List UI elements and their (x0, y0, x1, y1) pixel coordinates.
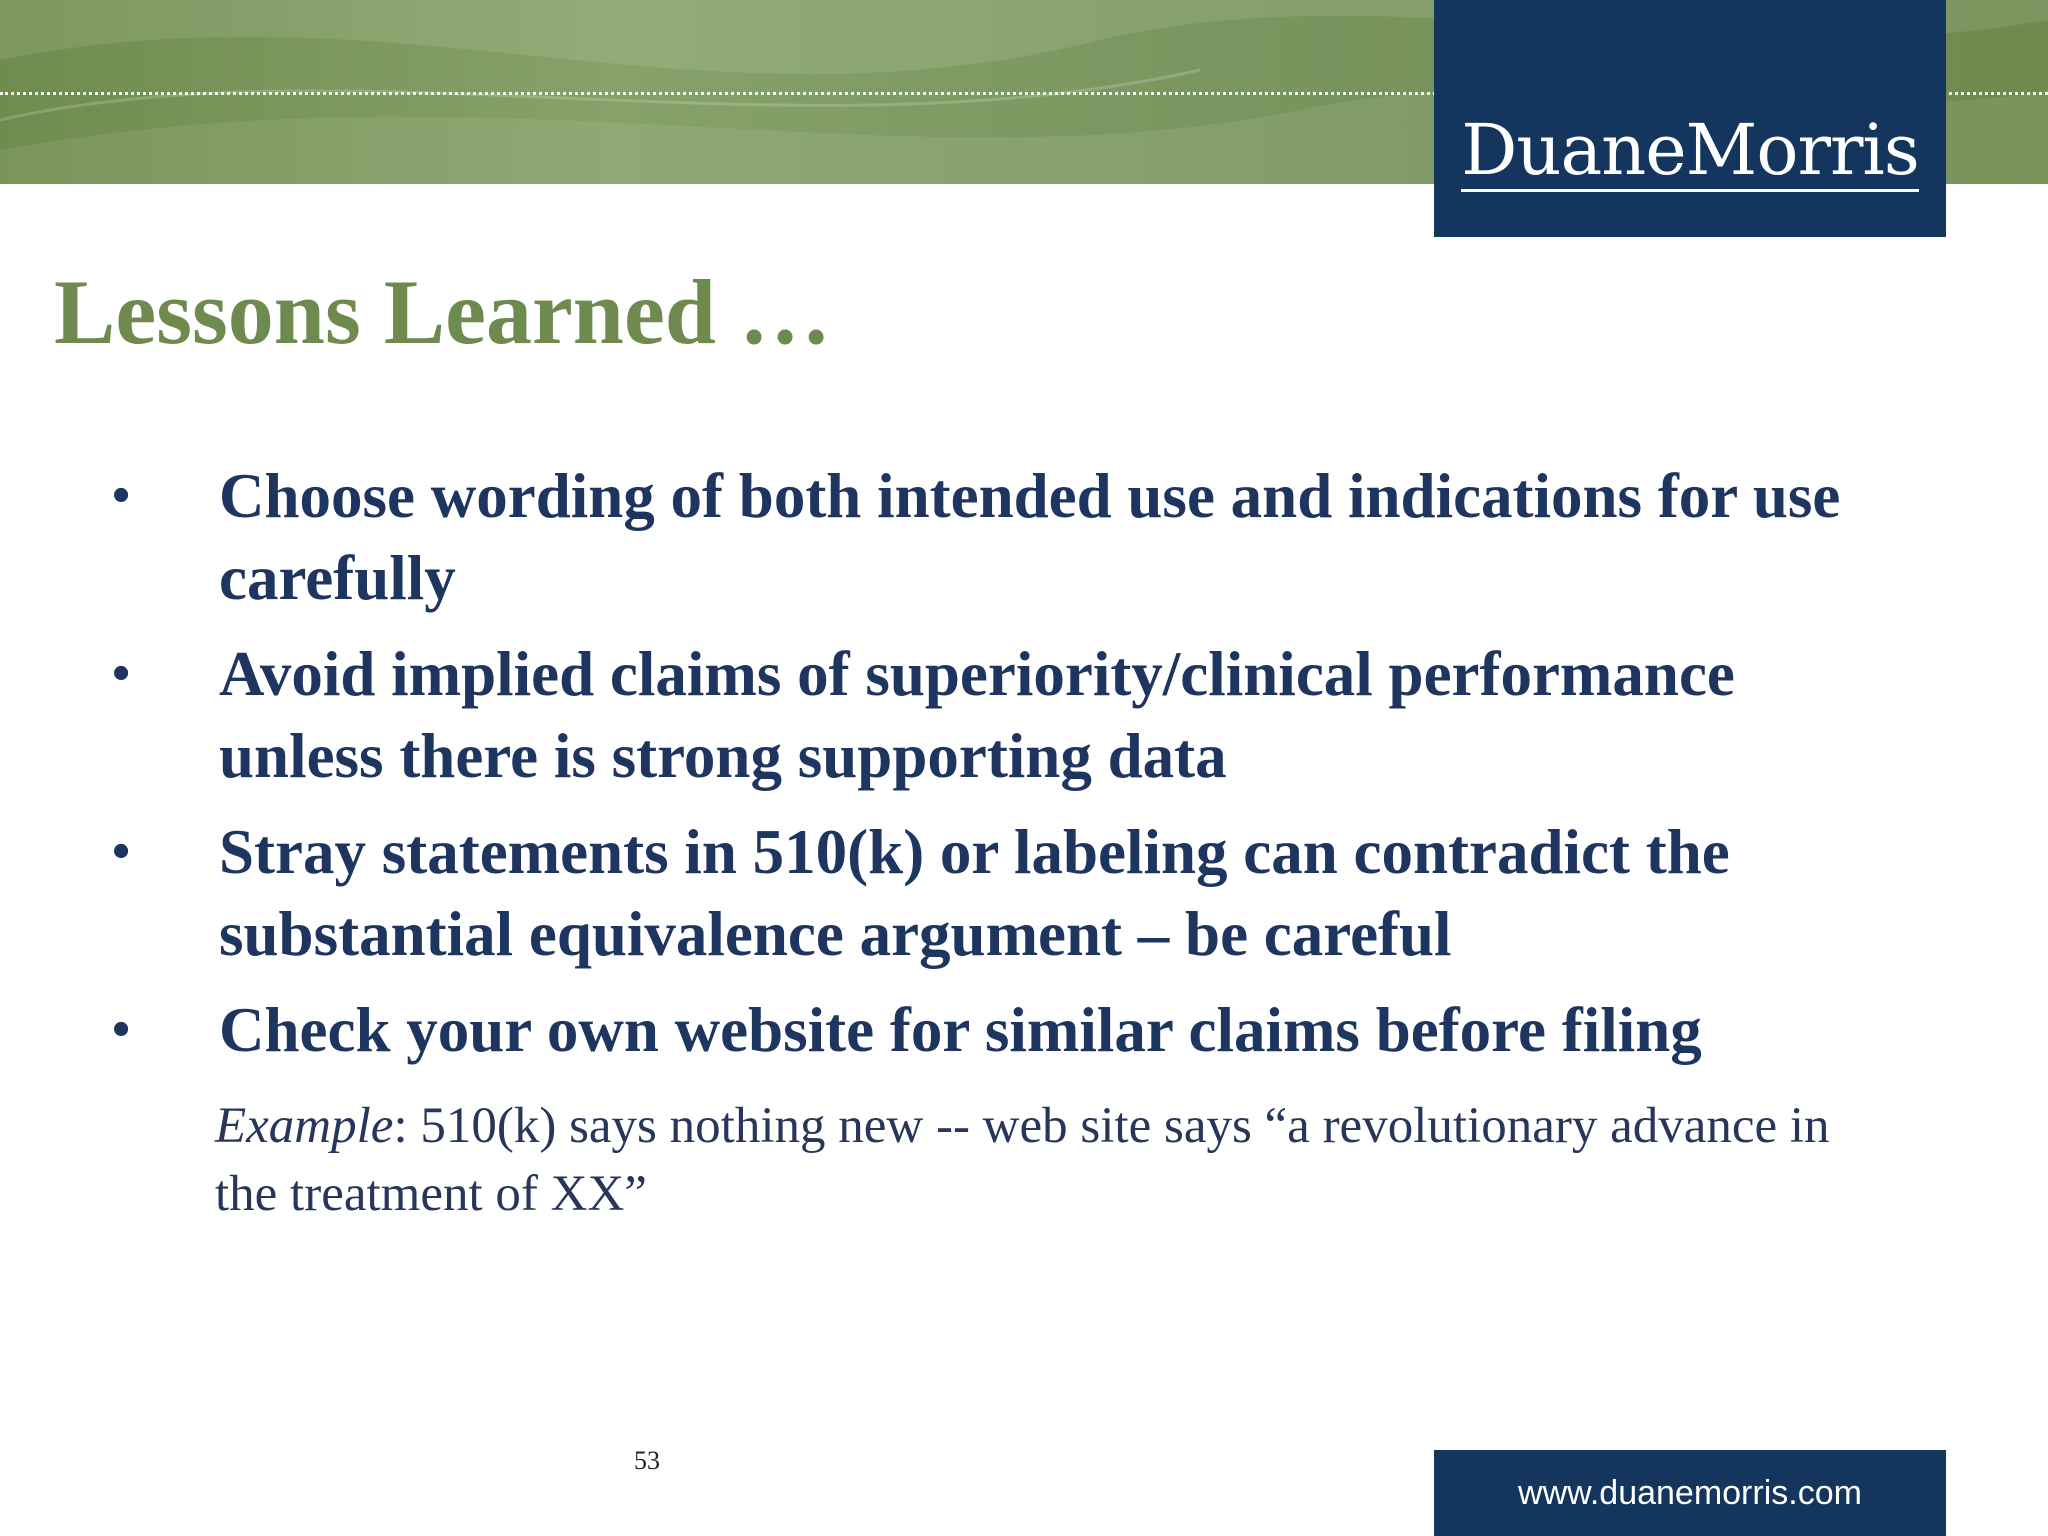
example-label: Example (215, 1098, 394, 1154)
bullet-dot-icon: • (112, 1001, 131, 1058)
bullet-dot-icon: • (112, 645, 131, 702)
slide-title: Lessons Learned … (54, 261, 831, 363)
example-note (215, 1092, 1895, 1228)
bullet-text: Choose wording of both intended use and indications for use carefully (219, 461, 1841, 613)
bullet-item (0, 633, 1899, 797)
bullet-text: Avoid implied claims of superiority/clinical performance unless there is strong supporting data (219, 639, 1735, 791)
bullet-item (0, 989, 1899, 1071)
page-number: 53 (634, 1446, 660, 1475)
company-logo: DuaneMorris (1461, 109, 1919, 191)
bullet-item (0, 811, 1899, 975)
logo-box (1434, 0, 1946, 237)
bullet-item (0, 455, 1899, 619)
bullet-dot-icon: • (112, 467, 131, 524)
bullet-text: Stray statements in 510(k) or labeling can contradict the substantial equivalence argument – be careful (219, 817, 1730, 969)
footer-website-url: www.duanemorris.com (1518, 1473, 1862, 1512)
example-text: : 510(k) says nothing new -- web site says “a revolutionary advance in the treatment of XX” (215, 1098, 1830, 1222)
bullet-text: Check your own website for similar claims before filing (219, 995, 1702, 1065)
bullet-dot-icon: • (112, 823, 131, 880)
bullet-list (0, 455, 2048, 1085)
footer-box (1434, 1450, 1946, 1536)
